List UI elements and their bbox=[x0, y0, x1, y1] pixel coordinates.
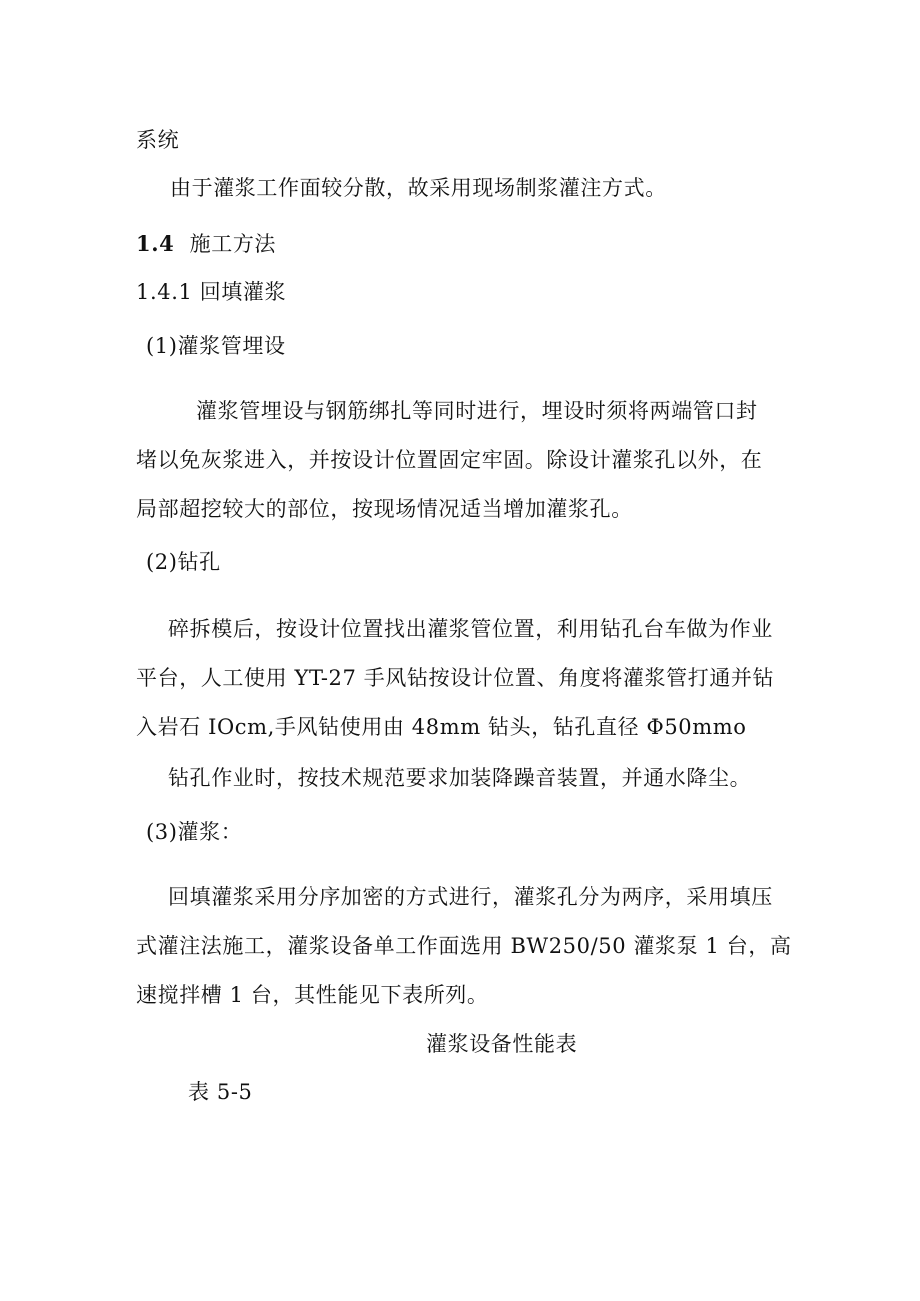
paragraph-line: 入岩石 IOcm,手风钻使用由 48mm 钻头，钻孔直径 Φ50mmo bbox=[136, 715, 747, 739]
list-item-heading: (1)灌浆管埋设 bbox=[146, 334, 286, 358]
paragraph-line: 局部超挖较大的部位，按现场情况适当增加灌浆孔。 bbox=[136, 497, 633, 521]
table-title: 灌浆设备性能表 bbox=[426, 1032, 578, 1056]
paragraph-line: 堵以免灰浆进入，并按设计位置固定牢固。除设计灌浆孔以外，在 bbox=[136, 448, 763, 472]
section-title: 施工方法 bbox=[189, 232, 277, 256]
list-item-heading: (3)灌浆： bbox=[146, 820, 243, 844]
section-number: 1.4 bbox=[136, 231, 175, 256]
paragraph-line: 式灌注法施工，灌浆设备单工作面选用 BW250/50 灌浆泵 1 台，高 bbox=[136, 934, 792, 958]
subsection-heading: 1.4.1 回填灌浆 bbox=[136, 280, 287, 304]
paragraph-line: 速搅拌槽 1 台，其性能见下表所列。 bbox=[136, 983, 489, 1007]
text-line: 系统 bbox=[136, 128, 180, 152]
paragraph-line: 碎拆模后，按设计位置找出灌浆管位置，利用钻孔台车做为作业 bbox=[168, 617, 773, 641]
paragraph-line: 钻孔作业时，按技术规范要求加装降躁音装置，并通水降尘。 bbox=[168, 766, 752, 790]
section-heading bbox=[136, 229, 276, 259]
text-line: 由于灌浆工作面较分散，故采用现场制浆灌注方式。 bbox=[170, 176, 667, 200]
list-item-heading: (2)钻孔 bbox=[146, 550, 221, 574]
paragraph-line: 平台，人工使用 YT-27 手风钻按设计位置、角度将灌浆管打通并钻 bbox=[136, 666, 775, 690]
paragraph-line: 回填灌浆采用分序加密的方式进行，灌浆孔分为两序，采用填压 bbox=[168, 885, 773, 909]
table-number: 表 5-5 bbox=[188, 1080, 253, 1104]
paragraph-line: 灌浆管埋设与钢筋绑扎等同时进行，埋设时须将两端管口封 bbox=[196, 399, 758, 423]
